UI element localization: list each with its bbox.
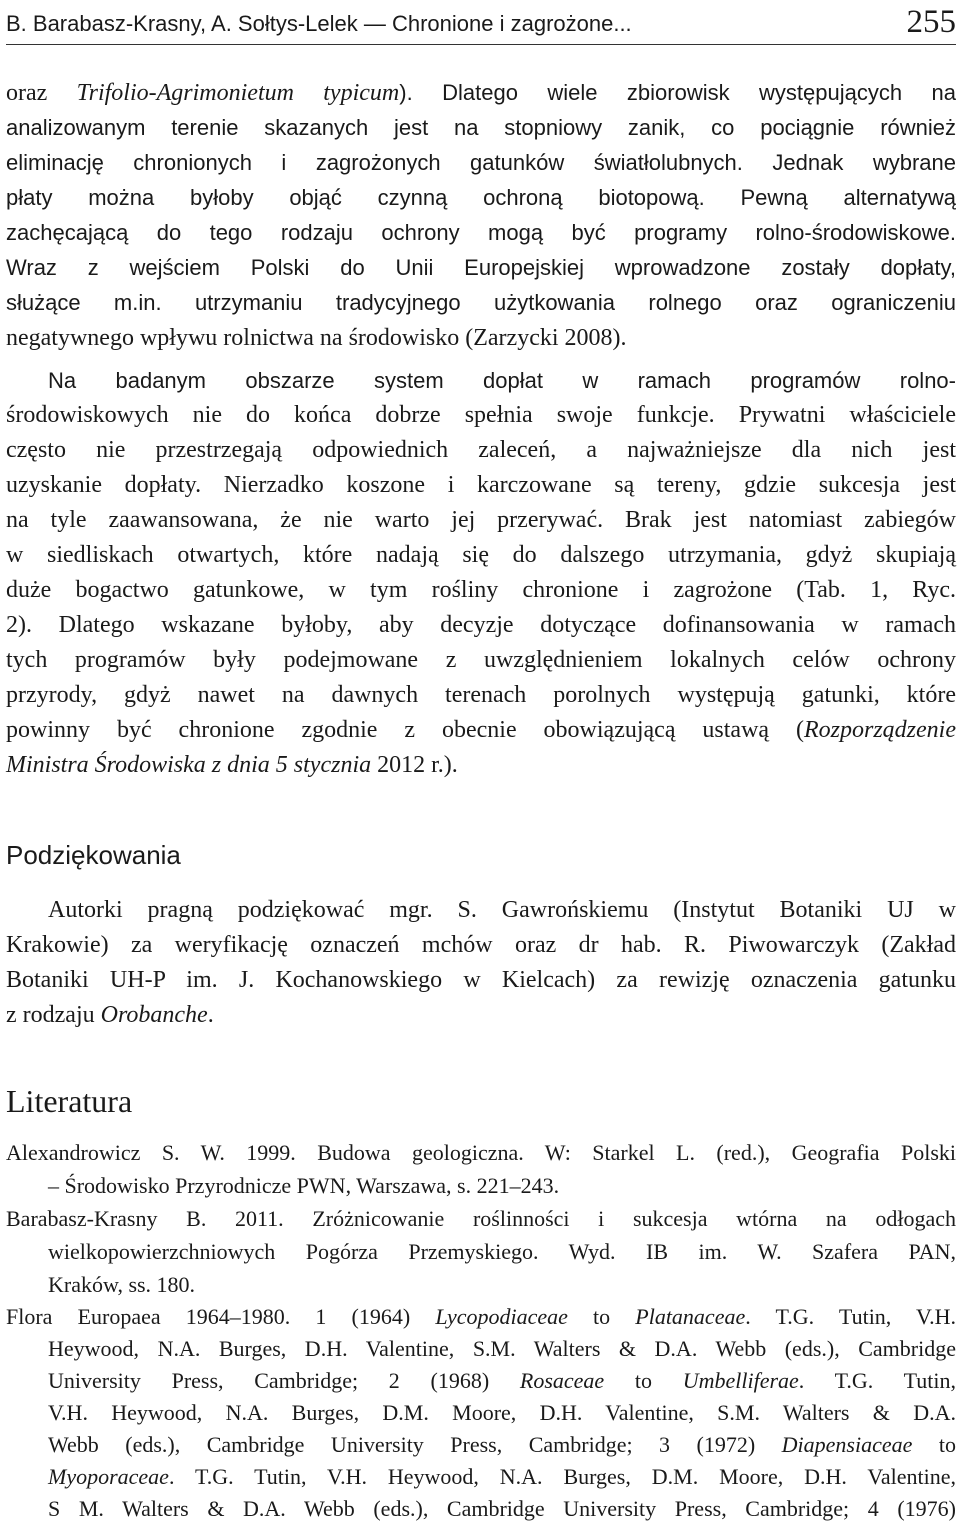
reference-line: University Press, Cambridge; 2 (1968) Rosaceae to Umbelliferae. T.G. Tutin, <box>48 1368 956 1393</box>
literature-heading: Literatura <box>6 1083 133 1119</box>
text-line: powinny być chronione zgodnie z obecnie obowiązującą ustawą (Rozporządzenie <box>6 717 956 743</box>
text-line: Botaniki UH-P im. J. Kochanowskiego w Kielcach) za rewizję oznaczenia gatunku <box>6 967 956 993</box>
reference-line: Heywood, N.A. Burges, D.H. Valentine, S.M. Walters & D.A. Webb (eds.), Cambridge <box>48 1336 956 1361</box>
taxon-name: Platanaceae <box>635 1304 746 1329</box>
text-line: płaty można byłoby objąć czynną ochroną biotopową. Pewną alternatywą <box>6 185 956 210</box>
reference-line: Webb (eds.), Cambridge University Press, Cambridge; 3 (1972) Diapensiaceae to <box>48 1432 956 1457</box>
text-line: analizowanym terenie skazanych jest na stopniowy zanik, co pociągnie również <box>6 115 956 140</box>
text-line: tych programów były podejmowane z uwzględnieniem lokalnych celów ochrony <box>6 647 956 673</box>
genus-name: Orobanche <box>100 1002 208 1028</box>
text-line: Na badanym obszarze system dopłat w ramach programów rolno- <box>48 368 956 393</box>
taxon-name: Umbelliferae <box>682 1368 799 1393</box>
reference-line: – Środowisko Przyrodnicze PWN, Warszawa, s. 221–243. <box>48 1173 560 1198</box>
reference-line: Kraków, ss. 180. <box>48 1272 196 1297</box>
reference-line: wielkopowierzchniowych Pogórza Przemyskiego. Wyd. IB im. W. Szafera PAN, <box>48 1239 956 1264</box>
reference-line: V.H. Heywood, N.A. Burges, D.M. Moore, D.H. Valentine, S.M. Walters & D.A. <box>48 1400 956 1425</box>
running-title: B. Barabasz-Krasny, A. Sołtys-Lelek — Chronione i zagrożone... <box>6 11 632 36</box>
regulation-title: Rozporządzenie <box>804 717 956 743</box>
text-line: Krakowie) za weryfikację oznaczeń mchów oraz dr hab. R. Piwowarczyk (Zakład <box>6 932 956 958</box>
regulation-title: Ministra Środowiska z dnia 5 stycznia <box>6 752 372 778</box>
text-line: często nie przestrzegają odpowiednich zaleceń, a najważniejsze dla nich jest <box>6 437 956 463</box>
reference-line: Alexandrowicz S. W. 1999. Budowa geologiczna. W: Starkel L. (red.), Geografia Polski <box>6 1140 956 1165</box>
text-line: 2). Dlatego wskazane byłoby, aby decyzje dotyczące dofinansowania w ramach <box>6 612 956 638</box>
taxon-name: Lycopodiaceae <box>435 1304 568 1329</box>
text-line: negatywnego wpływu rolnictwa na środowisko (Zarzycki 2008). <box>6 325 627 351</box>
reference-line: Myoporaceae. T.G. Tutin, V.H. Heywood, N.A. Burges, D.M. Moore, D.H. Valentine, <box>48 1464 956 1489</box>
text-line: eliminację chronionych i zagrożonych gatunków światłolubnych. Jednak wybrane <box>6 150 956 175</box>
text-line: w siedliskach otwartych, które nadają się do dalszego utrzymania, gdyż skupiają <box>6 542 956 568</box>
syntaxon-name: Trifolio-Agrimonietum typicum <box>76 80 400 106</box>
page-number: 255 <box>906 4 956 40</box>
acknowledgements-heading: Podziękowania <box>6 840 181 870</box>
text-line: uzyskanie dopłaty. Nierzadko koszone i karczowane są tereny, gdzie sukcesja jest <box>6 472 956 498</box>
text-line: Wraz z wejściem Polski do Unii Europejskiej wprowadzone zostały dopłaty, <box>6 255 956 280</box>
text-line: zachęcającą do tego rodzaju ochrony mogą być programy rolno-środowiskowe. <box>6 220 956 245</box>
reference-line: S M. Walters & D.A. Webb (eds.), Cambridge University Press, Cambridge; 4 (1976) <box>48 1496 956 1521</box>
running-header <box>6 4 956 45</box>
text-line: Ministra Środowiska z dnia 5 stycznia 2012 r.). <box>6 752 458 778</box>
taxon-name: Myoporaceae <box>48 1464 169 1489</box>
taxon-name: Diapensiaceae <box>781 1432 913 1457</box>
text-line: środowiskowych nie do końca dobrze spełnia swoje funkcje. Prywatni właściciele <box>6 402 956 428</box>
text-line: z rodzaju Orobanche. <box>6 1002 214 1028</box>
taxon-name: Rosaceae <box>519 1368 605 1393</box>
text-line: duże bogactwo gatunkowe, w tym rośliny chronione i zagrożone (Tab. 1, Ryc. <box>6 577 956 603</box>
text-line: na tyle zaawansowana, że nie warto jej przerywać. Brak jest natomiast zabiegów <box>6 507 956 533</box>
reference-line: Flora Europaea 1964–1980. 1 (1964) Lycopodiaceae to Platanaceae. T.G. Tutin, V.H. <box>6 1304 956 1329</box>
text-line: Autorki pragną podziękować mgr. S. Gawrońskiemu (Instytut Botaniki UJ w <box>48 897 956 923</box>
text-line: przyrody, gdyż nawet na dawnych terenach porolnych występują gatunki, które <box>6 682 956 708</box>
text-line: oraz Trifolio-Agrimonietum typicum). Dlatego wiele zbiorowisk występujących na <box>6 80 956 106</box>
reference-line: Barabasz-Krasny B. 2011. Zróżnicowanie roślinności i sukcesja wtórna na odłogach <box>6 1206 956 1231</box>
text-line: służące m.in. utrzymaniu tradycyjnego użytkowania rolnego oraz ograniczeniu <box>6 290 956 315</box>
